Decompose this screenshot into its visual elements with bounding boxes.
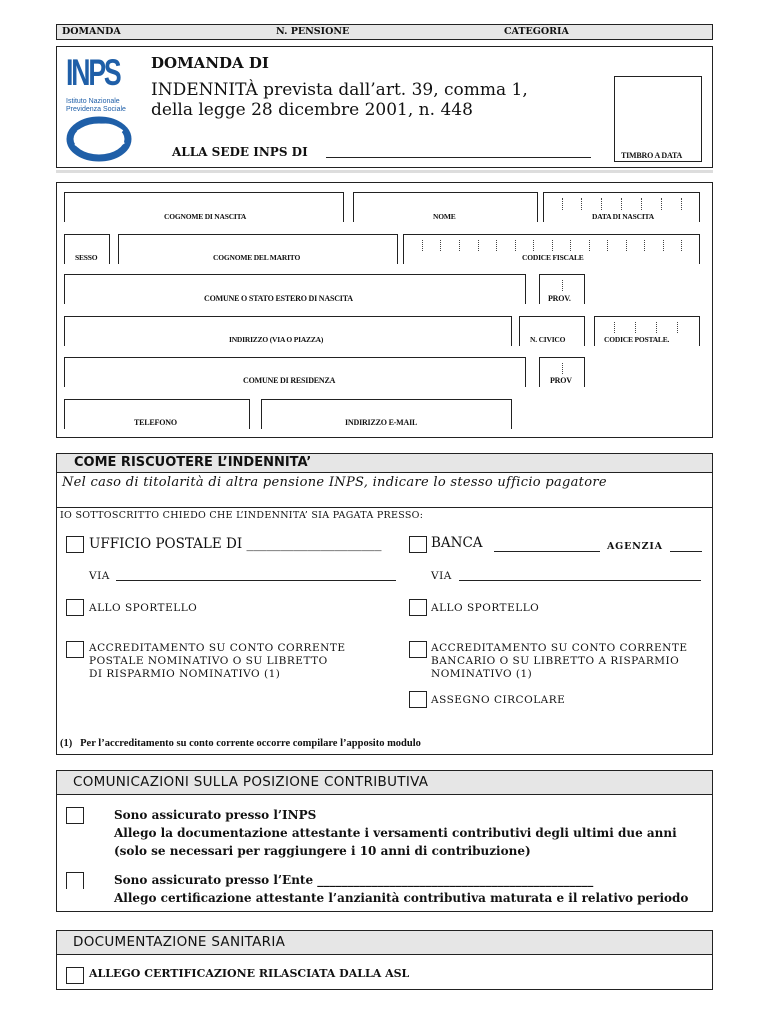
form-title: DOMANDA DI: [151, 54, 269, 72]
contrib-b-line1: Sono assicurato presso l’Ente ______________________________________________: [114, 873, 594, 887]
accredito-right-checkbox[interactable]: [409, 641, 427, 658]
contrib-heading-bar: [56, 770, 713, 795]
top-domanda: DOMANDA: [62, 26, 121, 37]
accredito-left-line3: DI RISPARMIO NOMINATIVO (1): [89, 668, 281, 680]
payment-intro: IO SOTTOSCRITTO CHIEDO CHE L’INDENNITA’ SIA PAGATA PRESSO:: [60, 510, 424, 521]
accredito-right-line1: ACCREDITAMENTO SU CONTO CORRENTE: [431, 642, 688, 654]
payment-note-rule: [56, 507, 713, 508]
via-left-field[interactable]: [116, 580, 396, 581]
contrib-a-line3: (solo se necessari per raggiungere i 10 anni di contribuzione): [114, 844, 531, 858]
agenzia-field[interactable]: [670, 551, 702, 552]
logo-line2: Previdenza Sociale: [66, 106, 126, 113]
sede-label: ALLA SEDE INPS DI: [172, 145, 308, 159]
accredito-right-line3: NOMINATIVO (1): [431, 668, 533, 680]
logo-acronym: INPS: [66, 52, 120, 93]
comune-residenza-label: COMUNE DI RESIDENZA: [243, 376, 336, 385]
data-nascita-label: DATA DI NASCITA: [592, 212, 655, 221]
payment-note: Nel caso di titolarità di altra pensione INPS, indicare lo stesso ufficio pagatore: [62, 475, 607, 490]
logo-swirl-icon: [66, 116, 132, 162]
accredito-left-line1: ACCREDITAMENTO SU CONTO CORRENTE: [89, 642, 346, 654]
via-left-label: VIA: [89, 570, 110, 582]
top-pensione: N. PENSIONE: [276, 26, 350, 37]
contrib-heading: COMUNICAZIONI SULLA POSIZIONE CONTRIBUTIVA: [73, 774, 429, 790]
codice-fiscale-label: CODICE FISCALE: [522, 253, 584, 262]
sportello-right-label: ALLO SPORTELLO: [431, 602, 540, 614]
contrib-a-line2: Allego la documentazione attestante i versamenti contributivi degli ultimi due anni: [114, 826, 677, 840]
timbro-label: TIMBRO A DATA: [621, 151, 683, 160]
cognome-marito-label: COGNOME DEL MARITO: [213, 253, 301, 262]
sede-field[interactable]: [326, 157, 591, 158]
sportello-left-checkbox[interactable]: [66, 599, 84, 616]
accredito-left-line2: POSTALE NOMINATIVO O SU LIBRETTO: [89, 655, 328, 667]
sportello-right-checkbox[interactable]: [409, 599, 427, 616]
cap-label: CODICE POSTALE.: [604, 335, 670, 344]
banca-field[interactable]: [494, 551, 600, 552]
top-bar: [56, 24, 713, 40]
payment-heading: COME RISCUOTERE L’INDENNITA’: [74, 455, 312, 470]
ufficio-postale-checkbox[interactable]: [66, 536, 84, 553]
asl-label: ALLEGO CERTIFICAZIONE RILASCIATA DALLA ASL: [89, 967, 410, 980]
accredito-left-checkbox[interactable]: [66, 641, 84, 658]
contrib-a-line1: Sono assicurato presso l’INPS: [114, 808, 317, 822]
via-right-field[interactable]: [459, 580, 701, 581]
top-categoria: CATEGORIA: [504, 26, 569, 37]
cognome-label: COGNOME DI NASCITA: [164, 212, 247, 221]
sanitaria-heading-bar: [56, 930, 713, 955]
email-label: INDIRIZZO E-MAIL: [345, 418, 418, 427]
telefono-label: TELEFONO: [134, 418, 177, 427]
timbro-box: [614, 76, 702, 162]
banca-label: BANCA: [431, 535, 483, 551]
payment-footnote: (1) Per l’accreditamento su conto corrente occorre compilare l’apposito modulo: [60, 738, 421, 749]
prov-residenza-label: PROV: [550, 376, 572, 385]
civico-label: N. CIVICO: [530, 335, 566, 344]
via-right-label: VIA: [431, 570, 452, 582]
form-subtitle-1: INDENNITÀ prevista dall’art. 39, comma 1,: [151, 80, 528, 100]
contrib-b-line2: Allego certificazione attestante l’anzianità contributiva maturata e il relativo periodo: [114, 891, 689, 905]
form-subtitle-2: della legge 28 dicembre 2001, n. 448: [151, 100, 473, 120]
logo-line1: Istituto Nazionale: [66, 98, 120, 105]
accredito-right-line2: BANCARIO O SU LIBRETTO A RISPARMIO: [431, 655, 680, 667]
nome-label: NOME: [433, 212, 456, 221]
assegno-checkbox[interactable]: [409, 691, 427, 708]
prov-nascita-label: PROV.: [548, 294, 571, 303]
sanitaria-heading: DOCUMENTAZIONE SANITARIA: [73, 934, 286, 950]
agenzia-label: AGENZIA: [607, 541, 663, 552]
indirizzo-label: INDIRIZZO (VIA O PIAZZA): [229, 335, 324, 344]
ufficio-postale-label: UFFICIO POSTALE DI ____________________: [89, 536, 382, 552]
assegno-label: ASSEGNO CIRCOLARE: [431, 694, 566, 706]
header-divider: [56, 170, 713, 173]
asl-checkbox[interactable]: [66, 967, 84, 984]
sesso-label: SESSO: [75, 253, 98, 262]
comune-nascita-label: COMUNE O STATO ESTERO DI NASCITA: [204, 294, 353, 303]
sportello-left-label: ALLO SPORTELLO: [89, 602, 198, 614]
inps-assicurato-checkbox[interactable]: [66, 807, 84, 824]
banca-checkbox[interactable]: [409, 536, 427, 553]
inps-logo: [66, 50, 136, 162]
ente-assicurato-checkbox[interactable]: [66, 872, 84, 889]
